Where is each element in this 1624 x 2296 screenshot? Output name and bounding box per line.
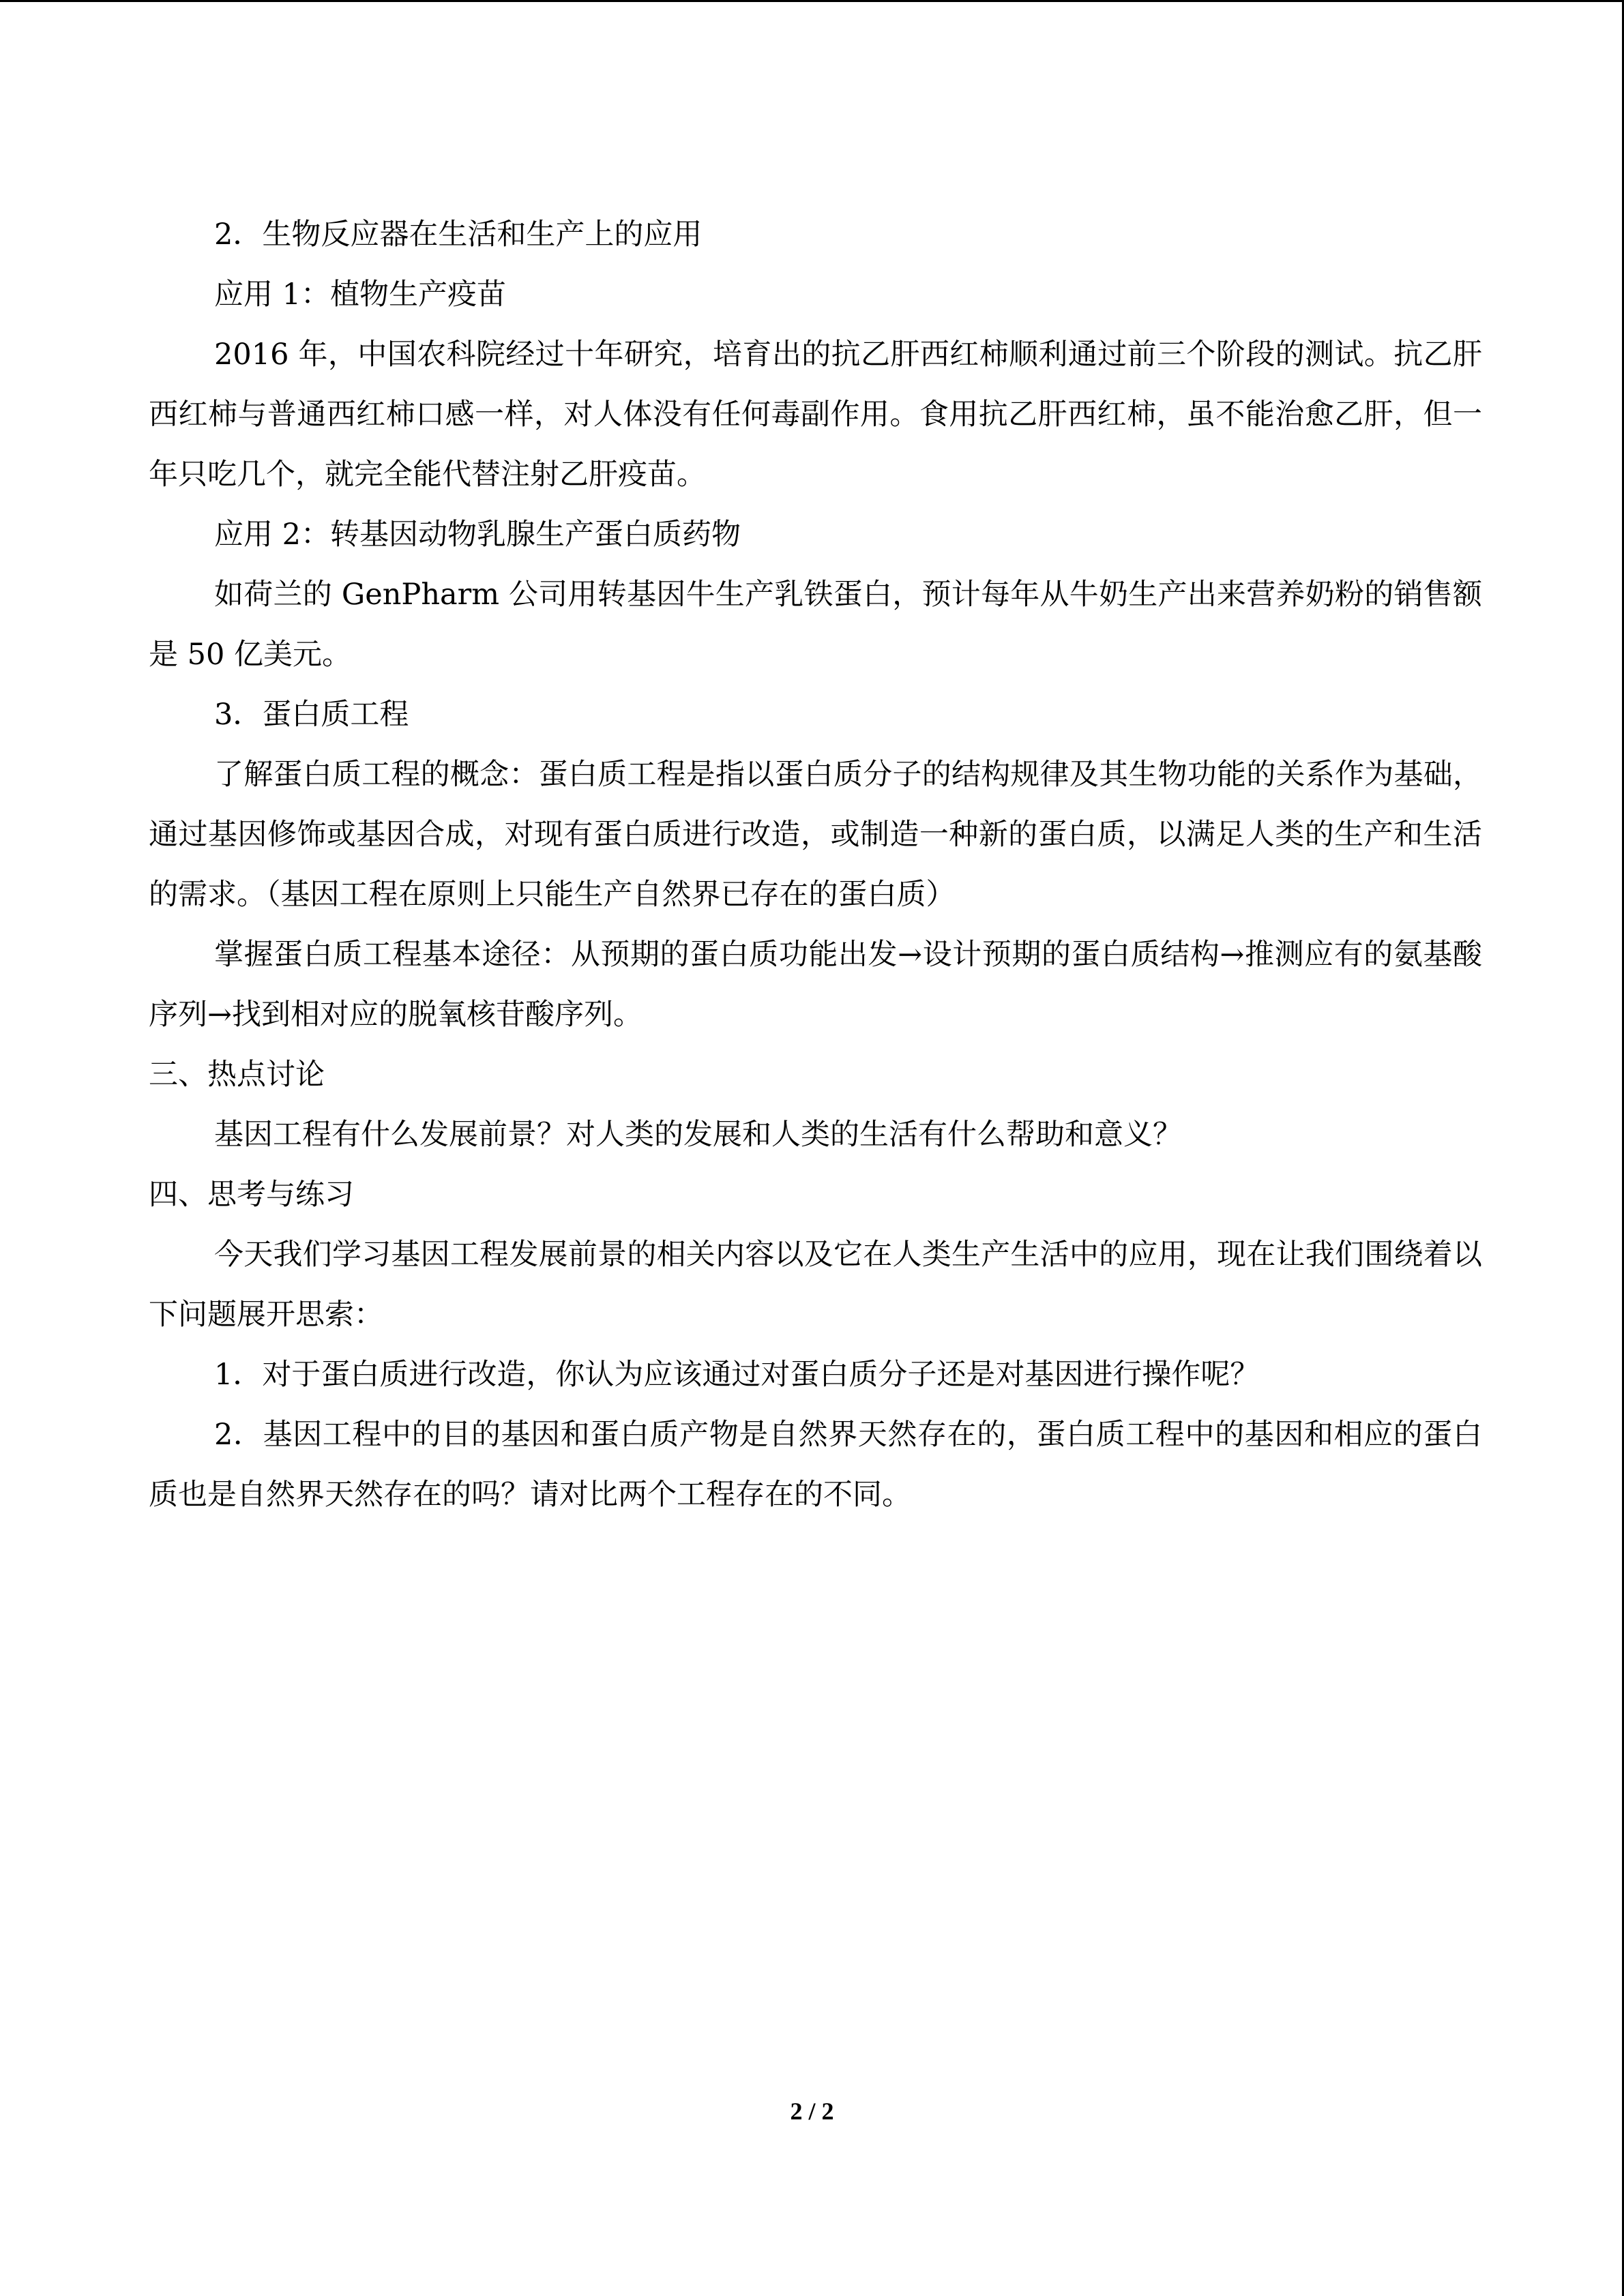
section-heading-hot-topics: 三、热点讨论 <box>149 1058 325 1092</box>
paragraph-tomato-vaccine: 2016 年，中国农科院经过十年研究，培育出的抗乙肝西红柿顺利通过前三个阶段的测试。抗乙肝西红柿与普通西红柿口感一样，对人体没有任何毒副作用。食用抗乙肝西红柿，虽不能治愈乙肝，但一年只吃几个，就完全能代替注射乙肝疫苗。 <box>149 338 1482 492</box>
heading-protein-engineering: 3．蛋白质工程 <box>214 698 409 732</box>
page-number: 2 / 2 <box>790 2098 834 2125</box>
subheading-application-2: 应用 2：转基因动物乳腺生产蛋白质药物 <box>214 518 741 552</box>
page-top-border <box>0 0 1624 2</box>
subheading-application-1: 应用 1：植物生产疫苗 <box>214 278 507 312</box>
paragraph-discussion-question: 基因工程有什么发展前景？对人类的发展和人类的生活有什么帮助和意义？ <box>214 1118 1182 1152</box>
question-2: 2．基因工程中的目的基因和蛋白质产物是自然界天然存在的，蛋白质工程中的基因和相应的蛋白质也是自然界天然存在的吗？请对比两个工程存在的不同。 <box>149 1418 1482 1512</box>
paragraph-protein-engineering-concept: 了解蛋白质工程的概念：蛋白质工程是指以蛋白质分子的结构规律及其生物功能的关系作为基础，通过基因修饰或基因合成，对现有蛋白质进行改造，或制造一种新的蛋白质，以满足人类的生产和生活的需求。（基因工程在原则上只能生产自然界已存在的蛋白质） <box>149 758 1482 912</box>
paragraph-protein-engineering-pathway: 掌握蛋白质工程基本途径：从预期的蛋白质功能出发→设计预期的蛋白质结构→推测应有的氨基酸序列→找到相对应的脱氧核苷酸序列。 <box>149 938 1482 1032</box>
paragraph-genpharm: 如荷兰的 GenPharm 公司用转基因牛生产乳铁蛋白，预计每年从牛奶生产出来营养奶粉的销售额是 50 亿美元。 <box>149 578 1482 672</box>
document-body <box>149 205 1482 1525</box>
paragraph-practice-intro: 今天我们学习基因工程发展前景的相关内容以及它在人类生产生活中的应用，现在让我们围绕着以下问题展开思索： <box>149 1238 1482 1332</box>
heading-bioreactor-applications: 2．生物反应器在生活和生产上的应用 <box>214 218 703 252</box>
question-1: 1．对于蛋白质进行改造，你认为应该通过对蛋白质分子还是对基因进行操作呢？ <box>214 1358 1260 1392</box>
section-heading-thinking-practice: 四、思考与练习 <box>149 1178 354 1212</box>
